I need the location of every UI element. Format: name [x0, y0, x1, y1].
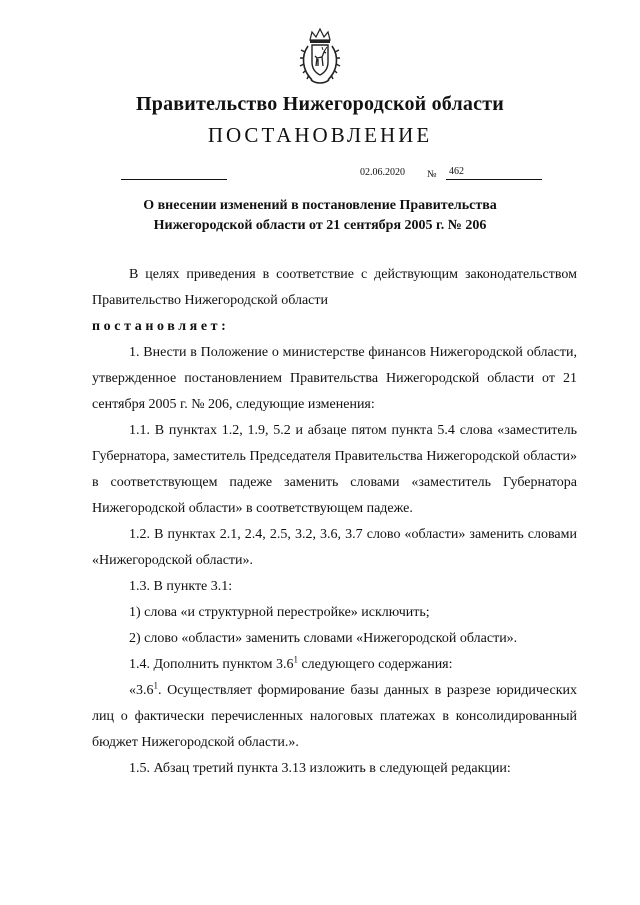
number-label: № — [427, 169, 437, 180]
government-title: Правительство Нижегородской области — [136, 93, 504, 115]
paragraph-1-1: 1.1. В пунктах 1.2, 1.9, 5.2 и абзаце пятом пункта 5.4 слова «заместитель Губернатора, заместитель Председателя Правительства Нижегородской области» в соответствующем падеже заменить словами «заместитель Губернатора Нижегородской области» в соответствующем падеже. — [92, 423, 577, 516]
document-subject — [0, 196, 640, 236]
subject-line-2: Нижегородской области от 21 сентября 2005 г. № 206 — [153, 218, 487, 233]
paragraph-1-3: 1.3. В пункте 3.1: — [129, 579, 233, 594]
paragraph-3-6-1: «$3.6^1$. Осуществляет формирование базы данных в разрезе юридических лиц о фактически перечисленных налоговых платежах в консолидированный бюджет Нижегородской области.». — [92, 680, 577, 750]
paragraph-1: 1. Внести в Положение о министерстве финансов Нижегородской области, утвержденное постановлением Правительства Нижегородской области от 21 сентября 2005 г. № 206, следующие изменения: — [92, 345, 577, 412]
document-number: 462 — [449, 166, 464, 177]
signature-line-left — [121, 179, 227, 180]
paragraph-1-5: 1.5. Абзац третий пункта 3.13 изложить в следующей редакции: — [129, 761, 511, 776]
coat-of-arms-icon — [298, 26, 342, 86]
preamble-paragraph: В целях приведения в соответствие с действующим законодательством Правительство Нижегородской области — [92, 267, 577, 308]
decides-word: постановляет: — [92, 319, 230, 334]
subject-line-1: О внесении изменений в постановление Правительства — [143, 198, 497, 213]
paragraph-1-2: 1.2. В пунктах 2.1, 2.4, 2.5, 3.2, 3.6, 3.7 слово «области» заменить словами «Нижегородской области». — [92, 527, 577, 568]
paragraph-1-3-item-2: 2) слово «области» заменить словами «Нижегородской области». — [129, 631, 518, 646]
document-date: 02.06.2020 — [360, 167, 405, 178]
number-underline — [446, 179, 542, 180]
document-type: ПОСТАНОВЛЕНИЕ — [207, 123, 433, 147]
paragraph-1-4: 1.4. Дополнить пунктом $3.6^1$ следующего содержания: — [129, 654, 453, 672]
paragraph-1-3-item-1: 1) слова «и структурной перестройке» исключить; — [129, 605, 430, 620]
document-body — [92, 262, 577, 782]
